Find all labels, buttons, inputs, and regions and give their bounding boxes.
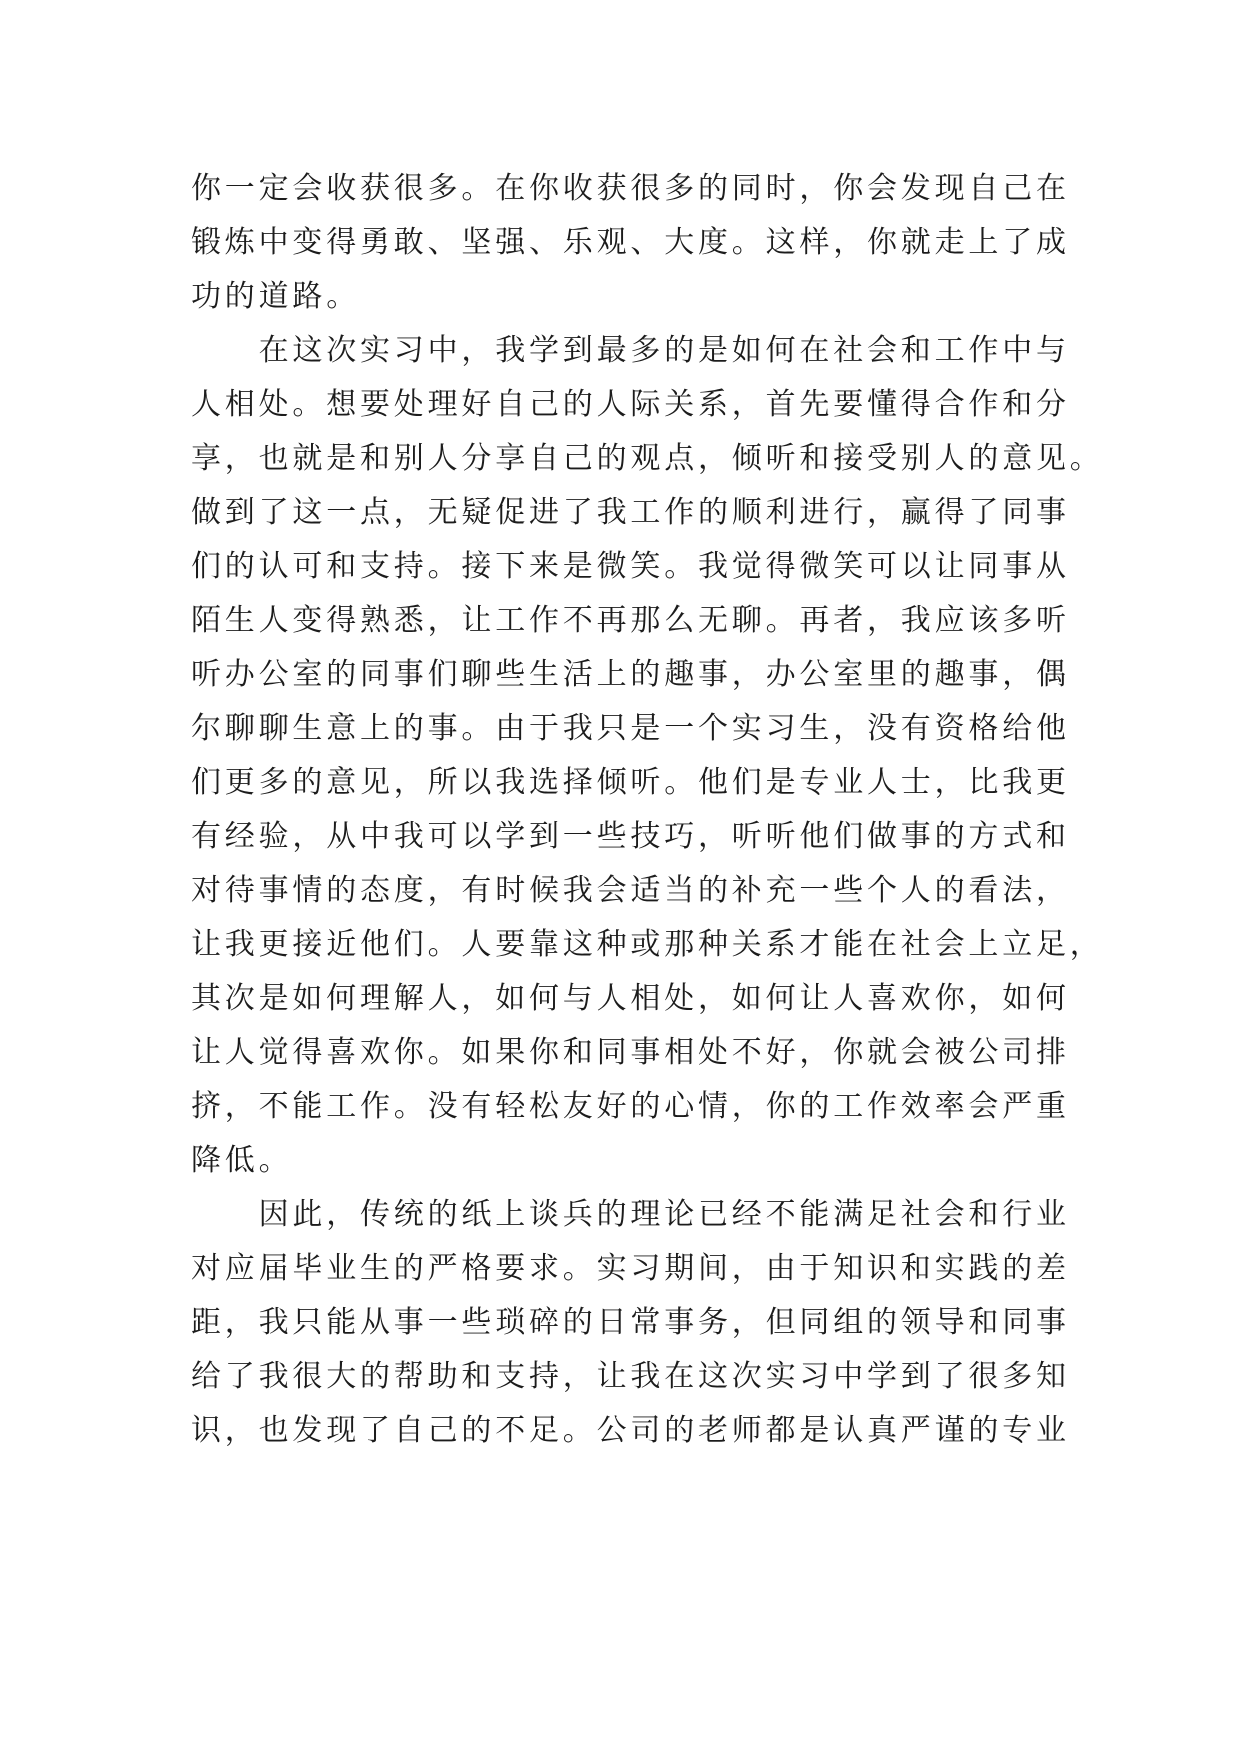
text-line: 给了我很大的帮助和支持，让我在这次实习中学到了很多知	[191, 1359, 1070, 1394]
body-text	[191, 162, 1104, 1458]
text-line: 因此，传统的纸上谈兵的理论已经不能满足社会和行业	[191, 1197, 1070, 1232]
text-line: 们的认可和支持。接下来是微笑。我觉得微笑可以让同事从	[191, 549, 1070, 584]
text-line: 在这次实习中，我学到最多的是如何在社会和工作中与	[191, 333, 1070, 368]
text-line: 做到了这一点，无疑促进了我工作的顺利进行，赢得了同事	[191, 495, 1070, 530]
text-line: 让人觉得喜欢你。如果你和同事相处不好，你就会被公司排	[191, 1035, 1070, 1070]
text-line: 距，我只能从事一些琐碎的日常事务，但同组的领导和同事	[191, 1305, 1070, 1340]
text-line: 锻炼中变得勇敢、坚强、乐观、大度。这样，你就走上了成	[191, 225, 1070, 260]
text-line: 陌生人变得熟悉，让工作不再那么无聊。再者，我应该多听	[191, 603, 1070, 638]
text-line: 降低。	[191, 1143, 293, 1178]
text-line: 人相处。想要处理好自己的人际关系，首先要懂得合作和分	[191, 387, 1070, 422]
text-line: 享，也就是和别人分享自己的观点，倾听和接受别人的意见。	[191, 441, 1104, 476]
text-line: 对应届毕业生的严格要求。实习期间，由于知识和实践的差	[191, 1251, 1070, 1286]
text-line: 有经验，从中我可以学到一些技巧，听听他们做事的方式和	[191, 819, 1070, 854]
text-line: 听办公室的同事们聊些生活上的趣事，办公室里的趣事，偶	[191, 657, 1070, 692]
text-line: 识，也发现了自己的不足。公司的老师都是认真严谨的专业	[191, 1413, 1070, 1448]
text-line: 对待事情的态度，有时候我会适当的补充一些个人的看法，	[191, 873, 1070, 908]
text-line: 们更多的意见，所以我选择倾听。他们是专业人士，比我更	[191, 765, 1070, 800]
text-line: 尔聊聊生意上的事。由于我只是一个实习生，没有资格给他	[191, 711, 1070, 746]
text-line: 功的道路。	[191, 279, 360, 314]
text-line: 其次是如何理解人，如何与人相处，如何让人喜欢你，如何	[191, 981, 1070, 1016]
text-line: 你一定会收获很多。在你收获很多的同时，你会发现自己在	[191, 171, 1070, 206]
text-line: 让我更接近他们。人要靠这种或那种关系才能在社会上立足，	[191, 927, 1104, 962]
text-line: 挤，不能工作。没有轻松友好的心情，你的工作效率会严重	[191, 1089, 1070, 1124]
